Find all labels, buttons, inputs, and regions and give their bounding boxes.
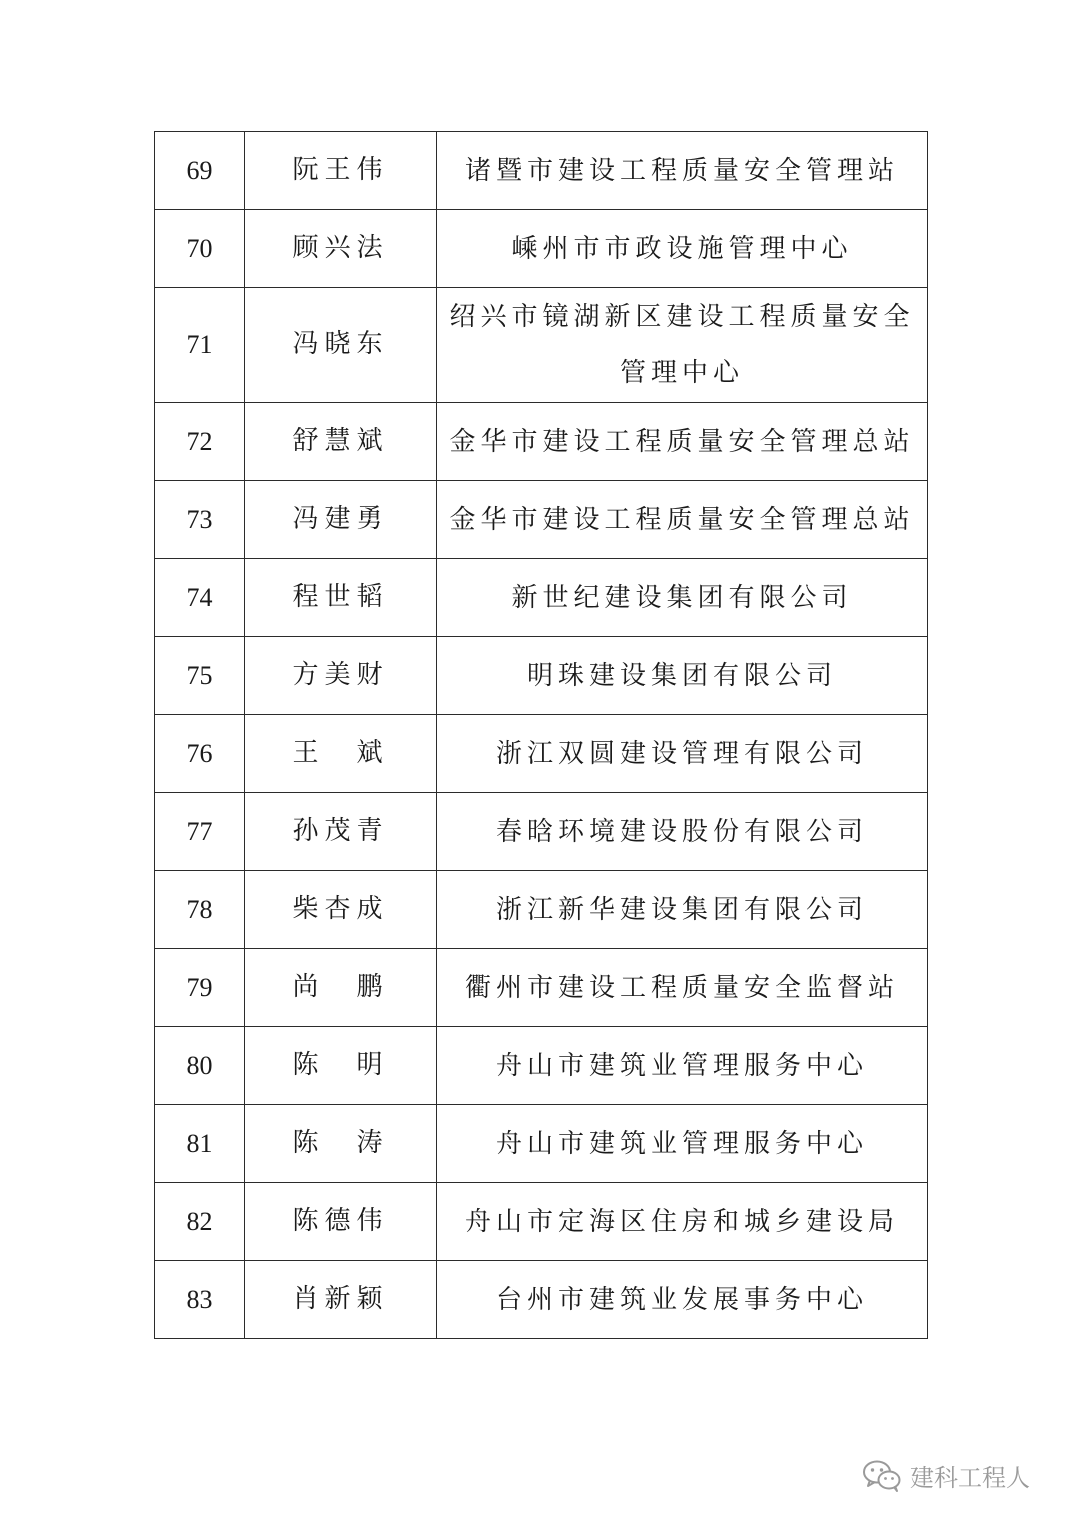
person-name: 冯建勇: [245, 481, 437, 559]
organization: 明珠建设集团有限公司: [437, 637, 928, 715]
table-row: [155, 403, 928, 481]
person-name: 柴杏成: [245, 871, 437, 949]
row-number: 72: [155, 403, 245, 481]
person-name: 冯晓东: [245, 288, 437, 403]
person-name: 方美财: [245, 637, 437, 715]
organization: 舟山市建筑业管理服务中心: [437, 1027, 928, 1105]
organization: 舟山市建筑业管理服务中心: [437, 1105, 928, 1183]
organization: 浙江新华建设集团有限公司: [437, 871, 928, 949]
roster-table: [154, 131, 928, 1339]
person-name: 舒慧斌: [245, 403, 437, 481]
table-row: [155, 210, 928, 288]
watermark: [862, 1458, 1030, 1493]
organization: 绍兴市镜湖新区建设工程质量安全管理中心: [437, 288, 928, 403]
table-row: [155, 559, 928, 637]
row-number: 73: [155, 481, 245, 559]
row-number: 70: [155, 210, 245, 288]
row-number: 71: [155, 288, 245, 403]
row-number: 82: [155, 1183, 245, 1261]
row-number: 74: [155, 559, 245, 637]
person-name: 陈 涛: [245, 1105, 437, 1183]
table-row: [155, 1027, 928, 1105]
table-row: [155, 288, 928, 403]
person-name: 陈德伟: [245, 1183, 437, 1261]
person-name: 肖新颖: [245, 1261, 437, 1339]
row-number: 69: [155, 132, 245, 210]
person-name: 孙茂青: [245, 793, 437, 871]
organization: 金华市建设工程质量安全管理总站: [437, 403, 928, 481]
organization: 舟山市定海区住房和城乡建设局: [437, 1183, 928, 1261]
row-number: 80: [155, 1027, 245, 1105]
table-row: [155, 637, 928, 715]
organization: 诸暨市建设工程质量安全管理站: [437, 132, 928, 210]
watermark-text: 建科工程人: [910, 1464, 1030, 1492]
table-row: [155, 871, 928, 949]
person-name: 顾兴法: [245, 210, 437, 288]
organization: 春晗环境建设股份有限公司: [437, 793, 928, 871]
person-name: 程世韬: [245, 559, 437, 637]
organization: 浙江双圆建设管理有限公司: [437, 715, 928, 793]
table-row: [155, 1105, 928, 1183]
row-number: 83: [155, 1261, 245, 1339]
table-row: [155, 949, 928, 1027]
row-number: 81: [155, 1105, 245, 1183]
person-name: 王 斌: [245, 715, 437, 793]
row-number: 77: [155, 793, 245, 871]
table-row: [155, 481, 928, 559]
row-number: 75: [155, 637, 245, 715]
row-number: 76: [155, 715, 245, 793]
organization: 新世纪建设集团有限公司: [437, 559, 928, 637]
organization: 台州市建筑业发展事务中心: [437, 1261, 928, 1339]
table-row: [155, 132, 928, 210]
row-number: 79: [155, 949, 245, 1027]
row-number: 78: [155, 871, 245, 949]
person-name: 尚 鹏: [245, 949, 437, 1027]
person-name: 陈 明: [245, 1027, 437, 1105]
person-name: 阮王伟: [245, 132, 437, 210]
wechat-icon: [862, 1459, 902, 1493]
table-row: [155, 1183, 928, 1261]
organization: 嵊州市市政设施管理中心: [437, 210, 928, 288]
table-row: [155, 793, 928, 871]
table-row: [155, 1261, 928, 1339]
table-row: [155, 715, 928, 793]
organization: 衢州市建设工程质量安全监督站: [437, 949, 928, 1027]
organization: 金华市建设工程质量安全管理总站: [437, 481, 928, 559]
